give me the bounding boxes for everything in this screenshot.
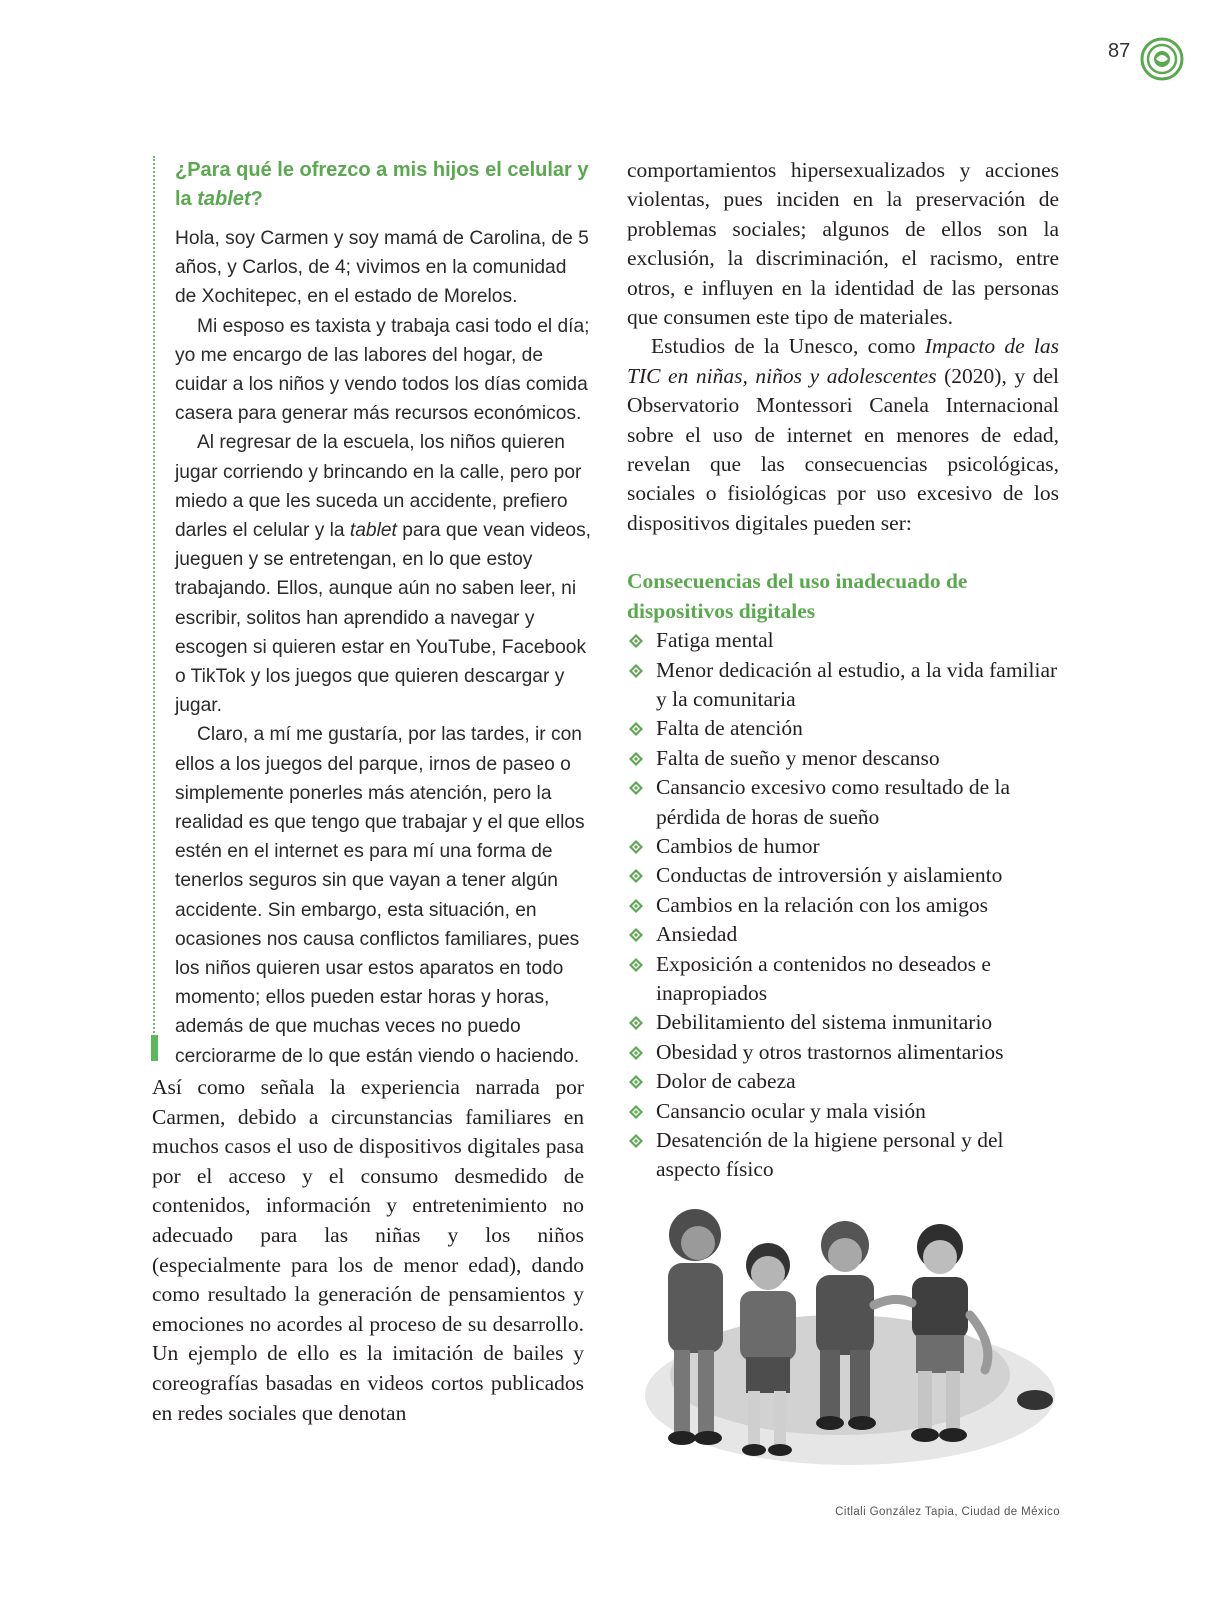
testimony-paragraph: Hola, soy Carmen y soy mamá de Carolina, de 5 años, y Carlos, de 4; vivimos en la comunidad de Xochitepec, en el estado de Morelos. — [175, 228, 589, 308]
diamond-bullet-icon — [629, 928, 643, 942]
consequence-text: Dolor de cabeza — [656, 1069, 796, 1094]
consequence-item — [627, 714, 1059, 743]
diamond-bullet-icon — [629, 1046, 643, 1060]
testimony-title: ¿Para qué le ofrezco a mis hijos el celular y la tablet? — [175, 159, 589, 210]
diamond-bullet-icon — [629, 722, 643, 736]
consequence-text: Falta de atención — [656, 716, 803, 741]
consequence-text: Desatención de la higiene personal y del aspecto físico — [656, 1128, 1004, 1182]
consequence-item — [627, 1067, 1059, 1096]
consequence-item — [627, 626, 1059, 655]
diamond-bullet-icon — [629, 1134, 643, 1148]
diamond-bullet-icon — [629, 840, 643, 854]
consequence-item — [627, 744, 1059, 773]
consequence-text: Exposición a contenidos no deseados e inapropiados — [656, 951, 991, 1005]
illustration-credit: Citlali González Tapia, Ciudad de México — [835, 1506, 1060, 1518]
consequence-text: Menor dedicación al estudio, a la vida familiar y la comunitaria — [656, 657, 1058, 711]
consequence-item — [627, 773, 1059, 832]
diamond-bullet-icon — [629, 634, 643, 648]
body-paragraph: Estudios de la Unesco, como Impacto de las TIC en niñas, niños y adolescentes (2020), y del Observatorio Montessori Canela Internacional sobre el uso de internet en menores de edad, revelan que las consecuencias psicológicas, sociales o fisiológicas por uso excesivo de los dispositivos digitales pueden ser: — [627, 334, 1059, 535]
consequence-item — [627, 1008, 1059, 1037]
consequence-item — [627, 656, 1059, 715]
diamond-bullet-icon — [629, 899, 643, 913]
testimony-paragraph: Al regresar de la escuela, los niños quieren jugar corriendo y brincando en la calle, pero por miedo a que les suceda un accidente, prefiero darles el celular y la tablet para que vean videos, jueguen y se entretengan, en lo que estoy trabajando. Ellos, aunque aún no saben leer, ni escribir, solitos han aprendido a navegar y escogen si quieren estar en YouTube, Facebook o TikTok y los juegos que quieren descargar y jugar. — [175, 432, 592, 717]
diamond-bullet-icon — [629, 1075, 643, 1089]
consequence-item — [627, 1126, 1059, 1185]
book-logo-icon — [1140, 37, 1184, 81]
diamond-bullet-icon — [629, 958, 643, 972]
consequence-item — [627, 920, 1059, 949]
diamond-bullet-icon — [629, 781, 643, 795]
consequence-text: Cambios de humor — [656, 833, 820, 858]
consequence-item — [627, 1097, 1059, 1126]
diamond-bullet-icon — [629, 1016, 643, 1030]
testimony-paragraph: Mi esposo es taxista y trabaja casi todo el día; yo me encargo de las labores del hogar, de cuidar a los niños y vendo todos los días comida casera para generar más recursos económicos. — [175, 315, 590, 425]
consequence-text: Fatiga mental — [656, 628, 774, 653]
consequence-text: Cambios en la relación con los amigos — [656, 892, 988, 917]
testimony-box — [153, 156, 593, 1067]
consequence-item — [627, 832, 1059, 861]
consequence-text: Debilitamiento del sistema inmunitario — [656, 1010, 993, 1035]
consequence-item — [627, 1038, 1059, 1067]
consequence-text: Obesidad y otros trastornos alimentarios — [656, 1039, 1004, 1064]
page-number: 87 — [1108, 40, 1131, 62]
consequence-text: Conductas de introversión y aislamiento — [656, 863, 1003, 888]
consequence-text: Falta de sueño y menor descanso — [656, 745, 940, 770]
consequence-text: Cansancio excesivo como resultado de la pérdida de horas de sueño — [656, 775, 1011, 829]
body-paragraph: comportamientos hipersexualizados y acciones violentas, pues inciden en la preservación de problemas sociales; algunos de ellos son la exclusión, la discriminación, el racismo, entre otros, e influyen en la identidad de las personas que consumen este tipo de materiales. — [627, 158, 1059, 330]
diamond-bullet-icon — [629, 869, 643, 883]
accent-bar — [151, 1035, 158, 1061]
testimony-paragraph: Claro, a mí me gustaría, por las tardes, ir con ellos a los juegos del parque, irnos de paseo o simplemente ponerles más atención, pero la realidad es que tengo que trabajar y el que ellos estén en el internet es para mí una forma de tenerlos seguros sin que vayan a tener algún accidente. Sin embargo, esta situación, en ocasiones nos causa conflictos familiares, pues los niños quieren usar estos aparatos en todo momento; ellos pueden estar horas y horas, además de que muchas veces no puedo cerciorarme de lo que están viendo o haciendo. — [175, 724, 585, 1067]
diamond-bullet-icon — [629, 752, 643, 766]
diamond-bullet-icon — [629, 1105, 643, 1119]
consequence-item — [627, 950, 1059, 1009]
left-body-text — [152, 1073, 584, 1428]
section-heading: Consecuencias del uso inadecuado de dispositivos digitales — [627, 569, 968, 623]
right-column — [627, 156, 1059, 1185]
diamond-bullet-icon — [629, 664, 643, 678]
consequence-text: Cansancio ocular y mala visión — [656, 1098, 926, 1123]
consequence-item — [627, 861, 1059, 890]
children-playing-illustration — [640, 1195, 1060, 1465]
body-paragraph: Así como señala la experiencia narrada por Carmen, debido a circunstancias familiares en muchos casos el uso de dispositivos digitales pasa por el acceso y el consumo desmedido de contenidos, información y entretenimiento no adecuado para las niñas y los niños (especialmente para los de menor edad), dando como resultado la generación de pensamientos y emociones no acordes al proceso de su desarrollo. Un ejemplo de ello es la imitación de bailes y coreografías basadas en videos cortos publicados en redes sociales que denotan — [152, 1075, 584, 1425]
consequence-text: Ansiedad — [656, 922, 738, 947]
consequence-item — [627, 891, 1059, 920]
consequences-list — [627, 626, 1059, 1185]
